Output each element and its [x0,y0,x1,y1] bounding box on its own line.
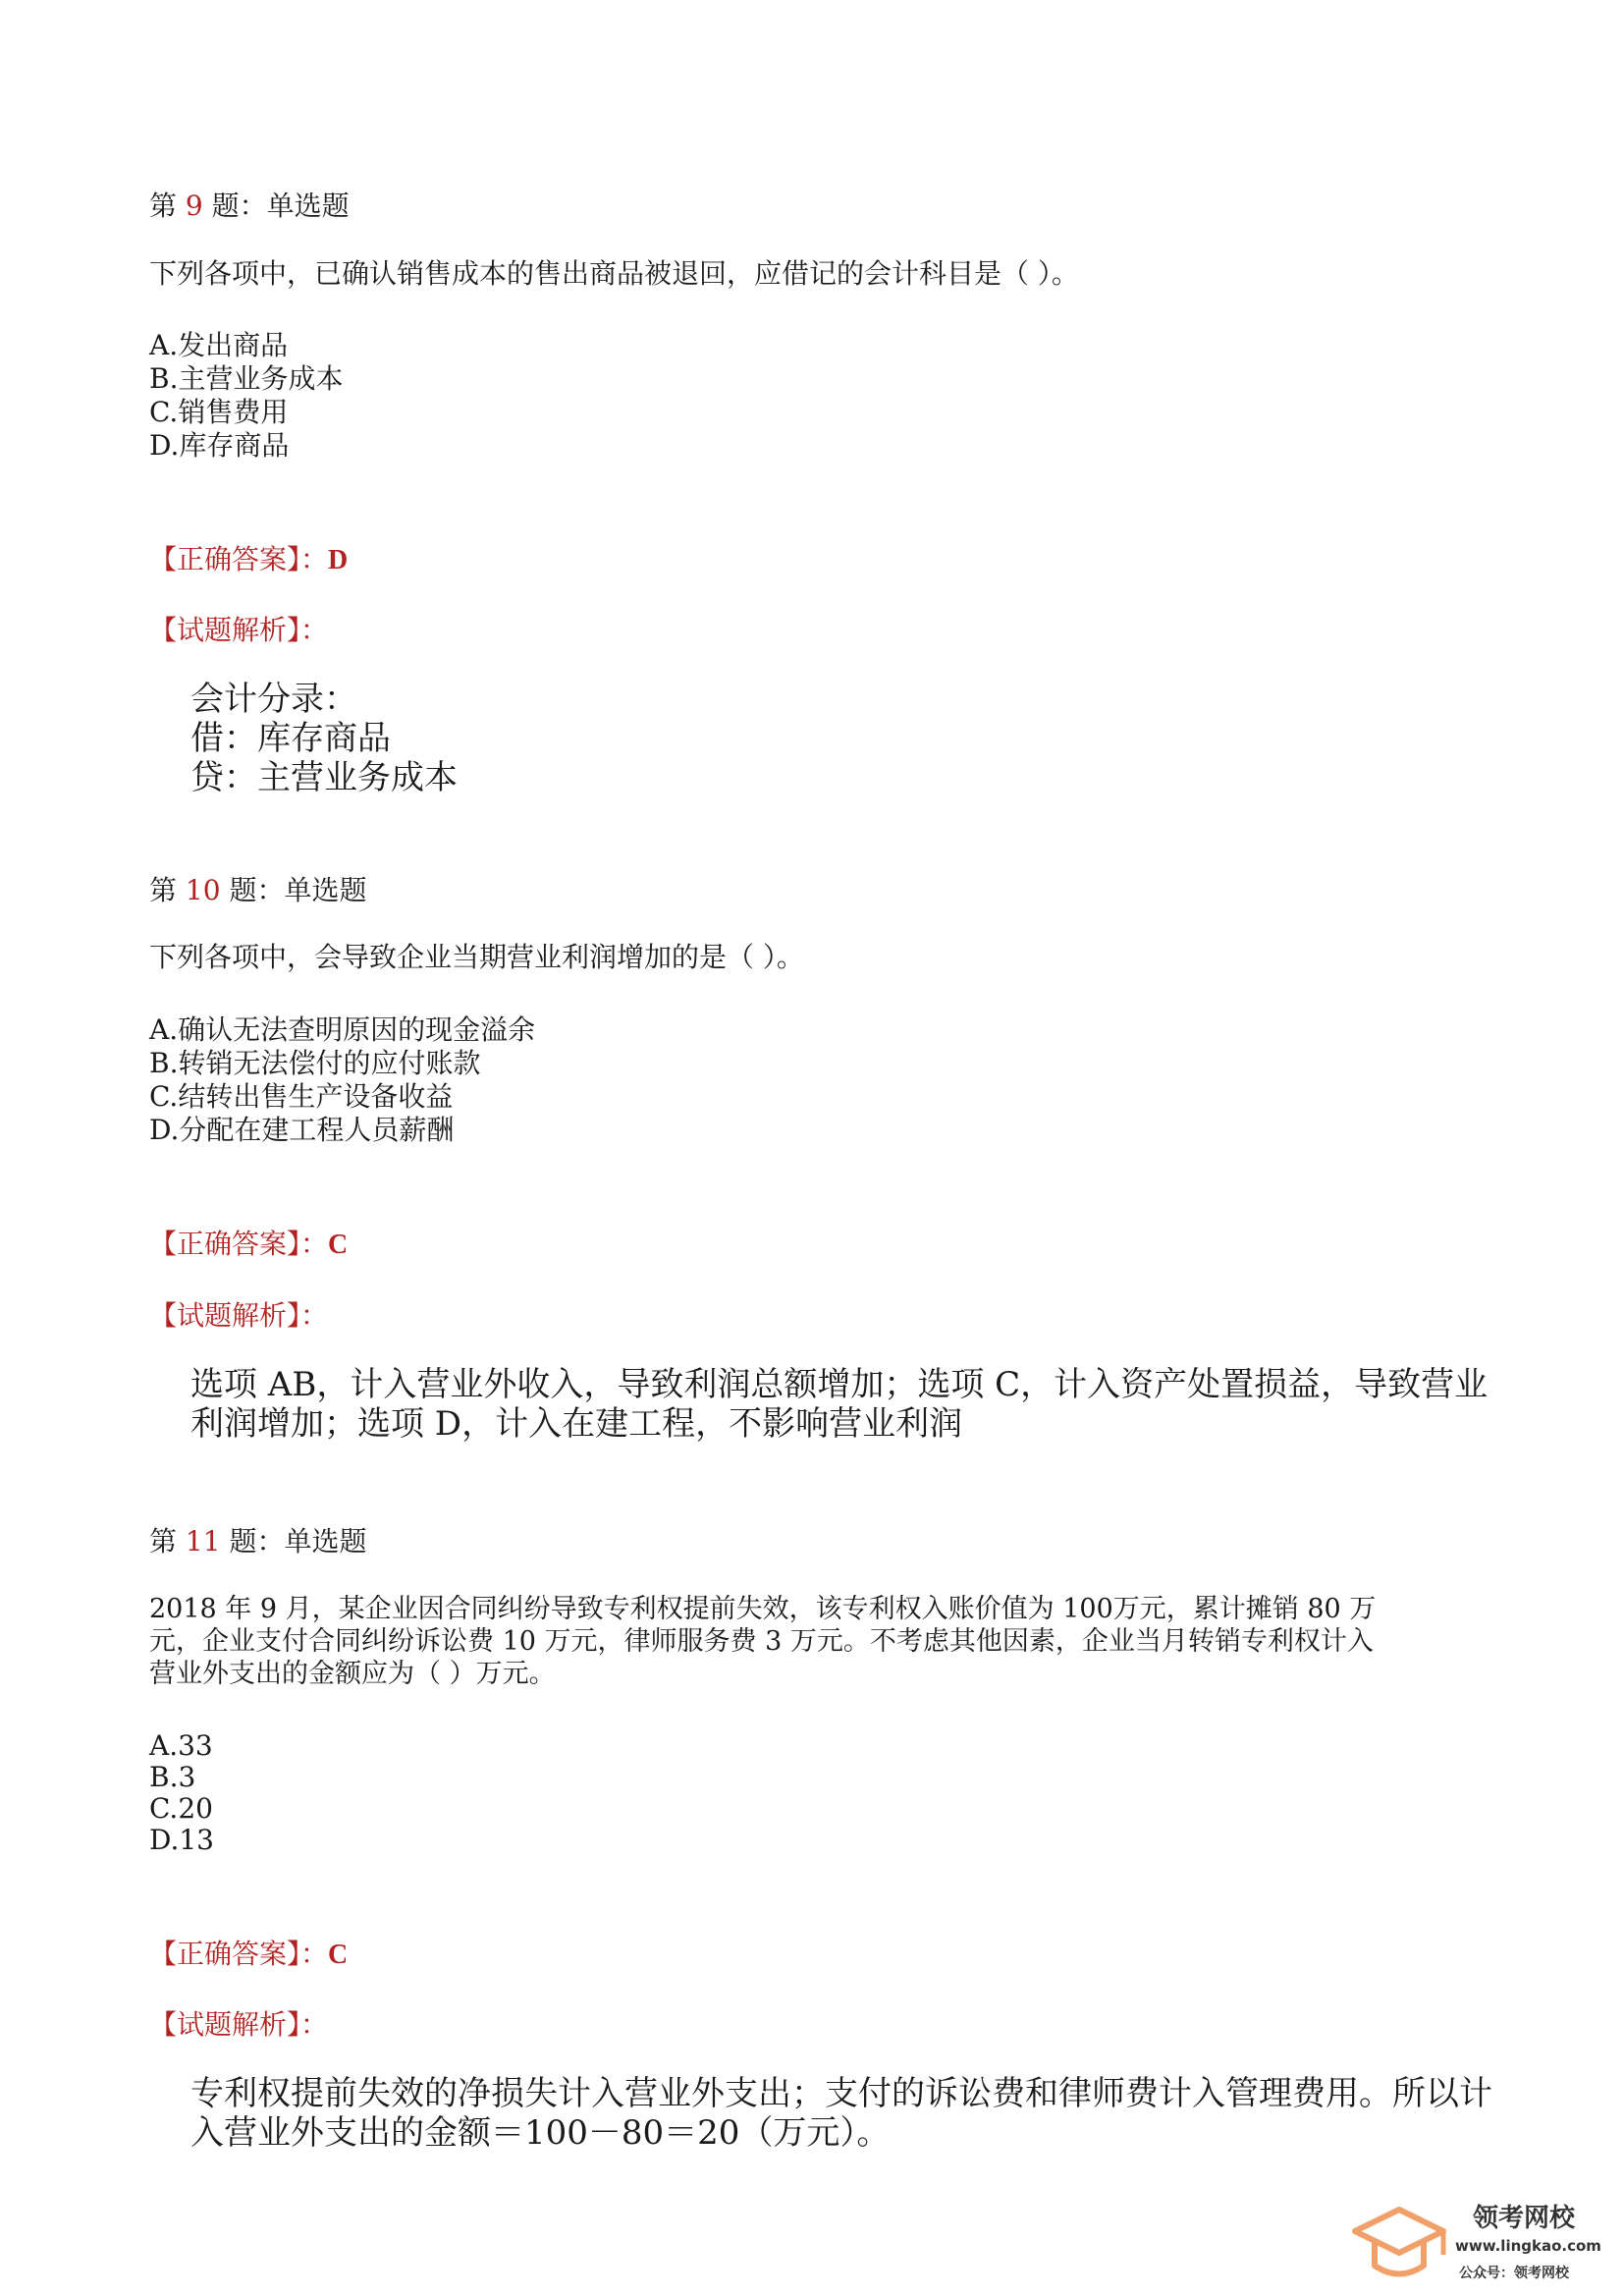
option-d: D.13 [149,1824,214,1856]
question-number: 9 [185,190,203,222]
answer-value: C [328,1230,349,1260]
option-b: B.3 [149,1761,196,1793]
question-11-answer: 【正确答案】：C [149,1938,349,1970]
question-9-header: 第 9 题：单选题 [149,190,350,222]
question-11-explanation: 专利权提前失效的净损失计入营业外支出；支付的诉讼费和律师费计入管理费用。所以计 入营业外支出的金额＝100－80＝20（万元）。 [190,2074,1492,2153]
answer-value: C [328,1940,349,1970]
question-number: 10 [185,874,221,906]
question-10-answer: 【正确答案】：C [149,1228,349,1260]
question-11-options [149,1730,214,1856]
question-10-options [149,1013,535,1147]
brand-name: 领考网校 [1473,2204,1576,2233]
option-c: C.结转出售生产设备收益 [149,1080,454,1113]
option-b: B.转销无法偿付的应付账款 [149,1047,481,1079]
option-d: D.库存商品 [149,429,290,462]
public-account: 公众号：领考网校 [1459,2266,1569,2281]
option-a: A.发出商品 [149,329,289,361]
brand-url: www.lingkao.com [1455,2237,1601,2255]
question-11-explain-label: 【试题解析】： [149,2008,329,2041]
option-a: A.确认无法查明原因的现金溢余 [149,1013,536,1046]
option-c: C.销售费用 [149,396,289,428]
question-11-header: 第 11 题：单选题 [149,1525,367,1558]
option-d: D.分配在建工程人员薪酬 [149,1114,455,1146]
question-9-explanation: 会计分录： 借：库存商品 贷：主营业务成本 [190,680,458,797]
answer-value: D [328,545,349,575]
question-10-explain-label: 【试题解析】： [149,1299,329,1332]
question-10-stem: 下列各项中，会导致企业当期营业利润增加的是（ ）。 [149,941,804,973]
question-9-options [149,329,343,463]
question-number: 11 [185,1525,221,1558]
question-11-stem: 2018 年 9 月，某企业因合同纠纷导致专利权提前失效，该专利权入账价值为 100万元，累计摊销 80 万 元，企业支付合同纠纷诉讼费 10 万元，律师服务费 3 万元。不考虑其他因素，企业当月转销专利权计入 营业外支出的金额应为（ ）万元。 [149,1594,1377,1689]
question-10-explanation: 选项 AB，计入营业外收入，导致利润总额增加；选项 C，计入资产处置损益，导致营业 利润增加；选项 D，计入在建工程，不影响营业利润 [190,1365,1488,1444]
question-9-explain-label: 【试题解析】： [149,614,329,646]
question-10-header: 第 10 题：单选题 [149,874,367,906]
question-9-answer: 【正确答案】：D [149,543,349,575]
option-c: C.20 [149,1792,213,1825]
question-9-stem: 下列各项中，已确认销售成本的售出商品被退回，应借记的会计科目是（ ）。 [149,257,1079,290]
option-b: B.主营业务成本 [149,362,344,395]
option-a: A.33 [149,1729,213,1762]
